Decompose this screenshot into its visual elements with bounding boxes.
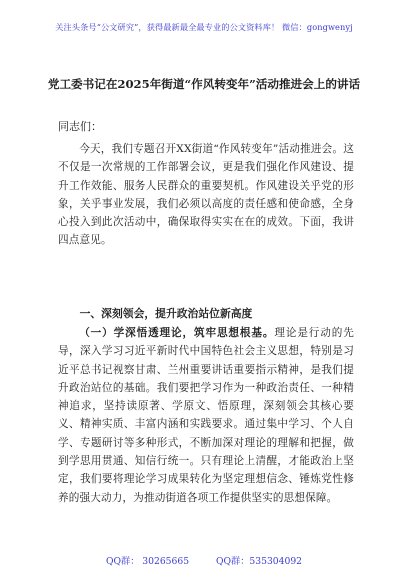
- header-promo-banner: 关注头条号“公文研究”，获得最新最全最专业的公文资料库！ 微信：gongwenyj: [55, 22, 353, 32]
- section-heading: 一、深刻领会，提升政治站位新高度: [79, 307, 253, 320]
- paragraph-text: 今天，我们专题召开XX街道“作风转变年”活动推进会。这不仅是一次常规的工作部署会议，更是我们强化作风建设、提升工作效能、服务人民群众的重要契机。作风建设关乎党的形象，关乎事业发展，我们必须以高度的责任感和使命感，全身心投入到此次活动中，确保取得实实在在的成效。下面，我讲四点意见。: [58, 143, 354, 247]
- footer-qq-group-1: QQ群： 30265665: [105, 556, 190, 567]
- body-paragraph-theory: [58, 324, 354, 507]
- paragraph-text: 理论是行动的先导，深入学习习近平新时代中国特色社会主义思想，特别是习近平总书记视察甘肃、兰州重要讲话重要指示精神，是我们提升政治站位的基础。我们要把学习作为一种政治责任、一种精神追求，坚持读原著、学原文、悟原理，深刻领会其核心要义、精神实质、丰富内涵和实践要求。通过集中学习、个人自学、专题研讨等多种形式，不断加深对理论的理解和把握，做到学思用贯通、知信行统一。只有理论上清醒，才能政治上坚定，我们要将理论学习成果转化为坚定理想信念、锤炼党性修养的强大动力，为推动街道各项工作提供坚实的思想保障。: [58, 327, 354, 504]
- subsection-heading: （一）学深悟透理论，筑牢思想根基。: [79, 327, 275, 339]
- salutation: 同志们：: [58, 120, 102, 133]
- footer-qq-group-2: QQ群：535304092: [215, 556, 303, 567]
- paragraph-container: [58, 324, 354, 507]
- document-title: 党工委书记在2025年街道“作风转变年”活动推进会上的讲话: [47, 77, 361, 91]
- body-paragraph-intro: [58, 140, 354, 250]
- footer-contact: [0, 553, 408, 567]
